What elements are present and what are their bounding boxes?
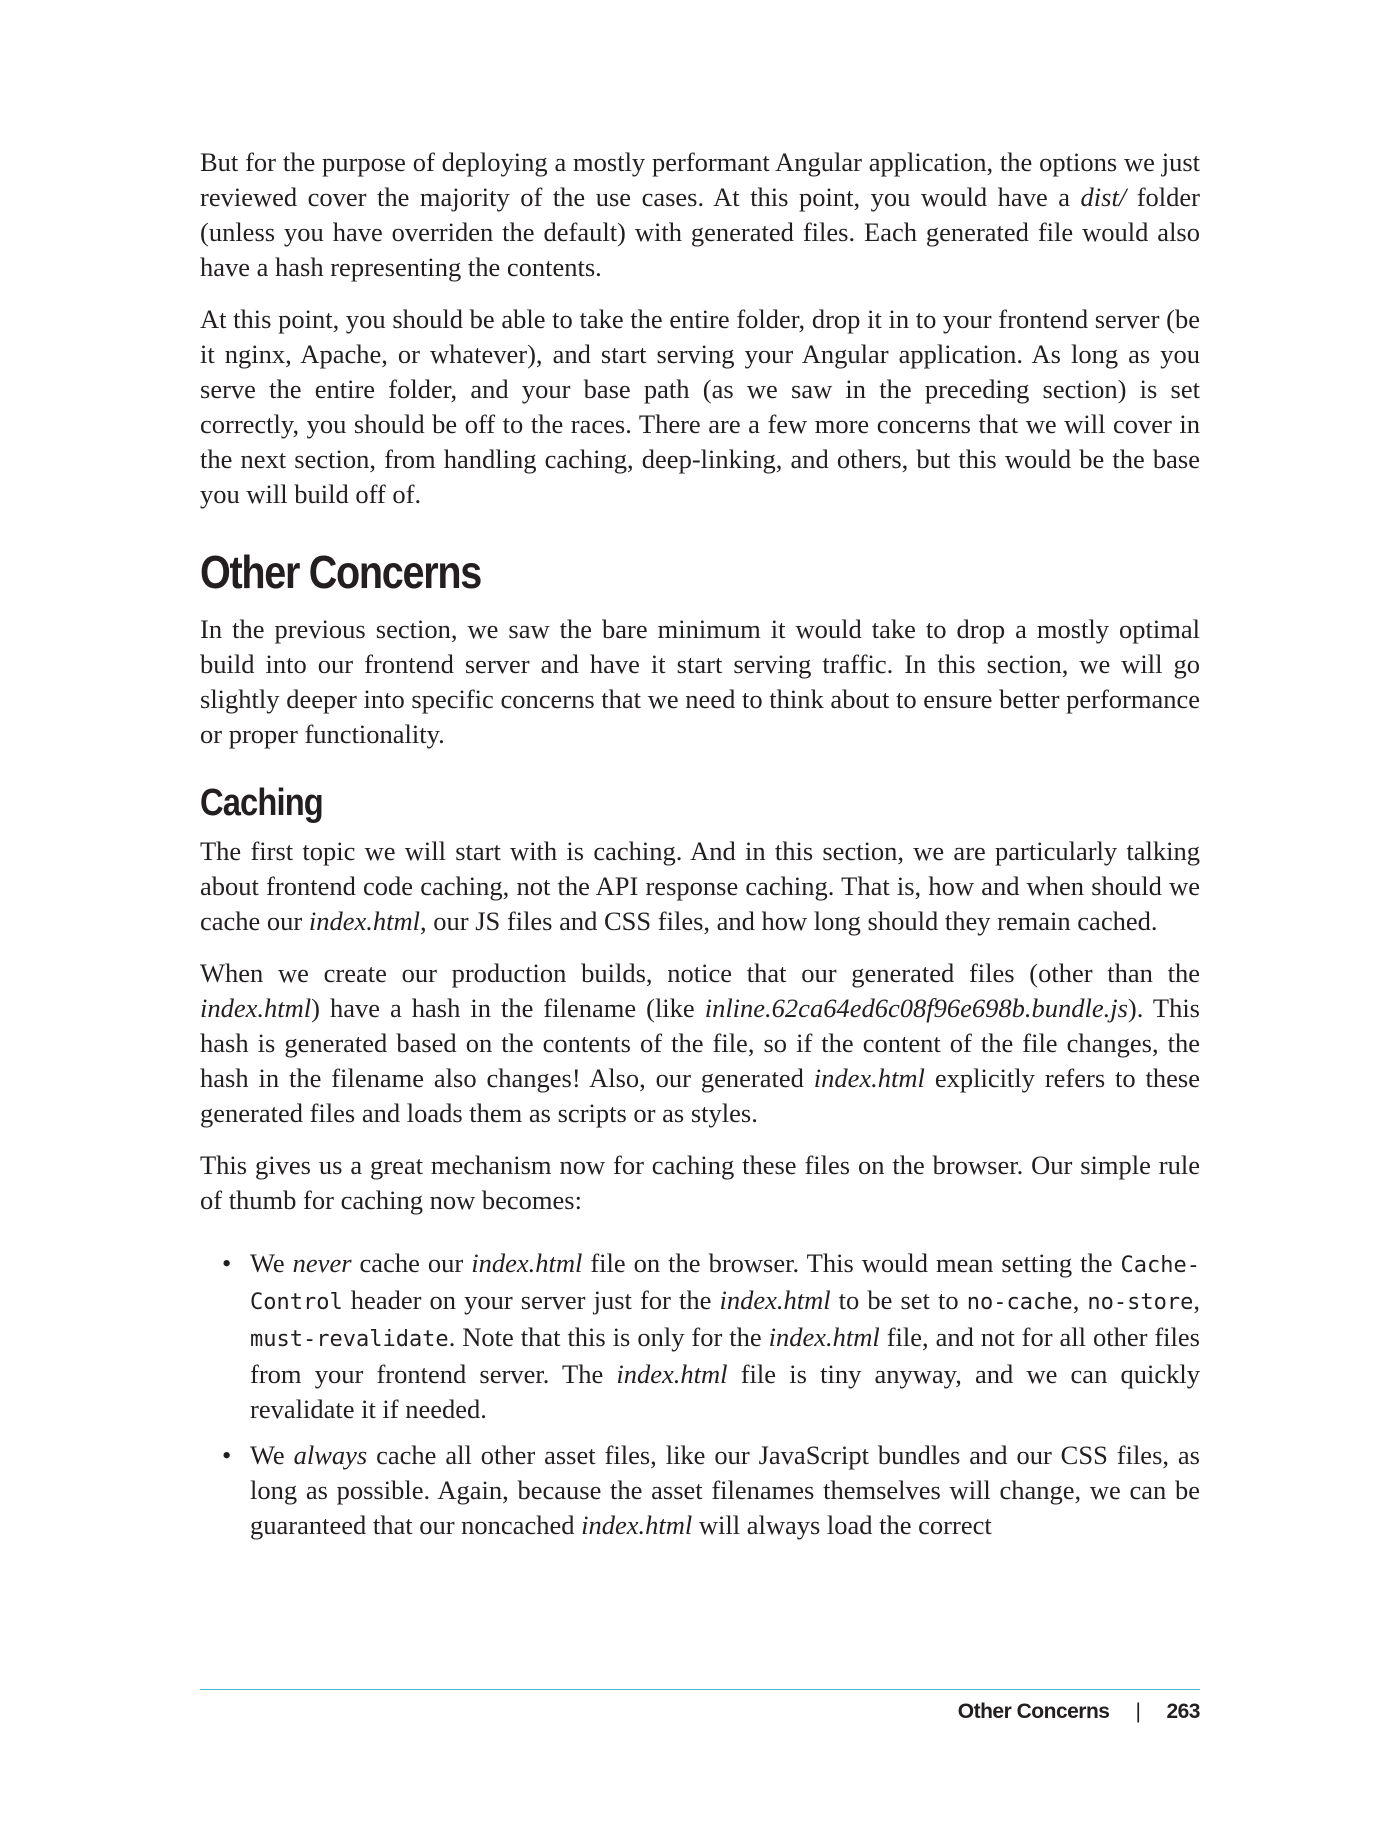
code-no-store: no-store [1087,1290,1194,1315]
list-item: • We never cache our index.html file on the browser. This would mean setting the Cache-Control header on your server just for the index.html to be set to no-cache, no-store, must-revalidate. Note that this is only for the index.html file, and not for all other files from your frontend server. The index.html file is tiny anyway, and we can quickly revalidate it if needed. [222,1248,1200,1424]
page-footer [958,1700,1200,1724]
paragraph-dist-folder: But for the purpose of deploying a mostly performant Angular application, the options we just reviewed cover the majority of the use cases. At this point, you would have a dist/ folder (unless you have overriden the default) with generated files. Each generated file would also have a hash representing the contents. [200,147,1200,282]
footer-section-title: Other Concerns [957,1700,1110,1723]
paragraph-hash-filenames: When we create our production builds, notice that our generated files (other than the index.html) have a hash in the filename (like inline.62ca64ed6c08f96e698b.bundle.js). This hash is generated based on the contents of the file, so if the content of the file changes, the hash in the filename also changes! Also, our generated index.html explicitly refers to these generated files and loads them as scripts or as styles. [200,958,1200,1128]
code-cache-control: Cache-Control [250,1253,1200,1315]
paragraph-serve-folder: At this point, you should be able to take the entire folder, drop it in to your frontend server (be it nginx, Apache, or whatever), and start serving your Angular application. As long as you serve the entire folder, and your base path (as we saw in the preceding section) is set correctly, you should be off to the races. There are a few more concerns that we will cover in the next section, from handling caching, deep-linking, and others, but this would be the base you will build off of. [200,304,1200,509]
caching-rules-list [200,1246,1200,1543]
footer-separator: | [1135,1700,1141,1723]
code-no-cache: no-cache [966,1290,1073,1315]
code-must-revalidate: must-revalidate [250,1327,449,1352]
paragraph-rule-of-thumb: This gives us a great mechanism now for caching these files on the browser. Our simple rule of thumb for caching now becomes: [200,1150,1200,1215]
page-content [200,145,1200,1554]
bullet-icon: • [222,1248,232,1278]
paragraph-section-intro: In the previous section, we saw the bare minimum it would take to drop a mostly optimal build into our frontend server and have it start serving traffic. In this section, we will go slightly deeper into specific concerns that we need to think about to ensure better performance or proper functionality. [200,614,1200,749]
list-item: • We always cache all other asset files, like our JavaScript bundles and our CSS files, as long as possible. Again, because the asset filenames themselves will change, we can be guaranteed that our noncached index.html will always load the correct [222,1440,1200,1540]
bullet-icon: • [222,1440,232,1470]
footer-divider [200,1689,1200,1690]
subsection-heading: Caching [200,782,323,824]
page-number: 263 [1166,1700,1200,1723]
paragraph-caching-intro: The first topic we will start with is caching. And in this section, we are particularly talking about frontend code caching, not the API response caching. That is, how and when should we cache our index.html, our JS files and CSS files, and how long should they remain cached. [200,836,1200,936]
section-heading: Other Concerns [200,546,481,598]
